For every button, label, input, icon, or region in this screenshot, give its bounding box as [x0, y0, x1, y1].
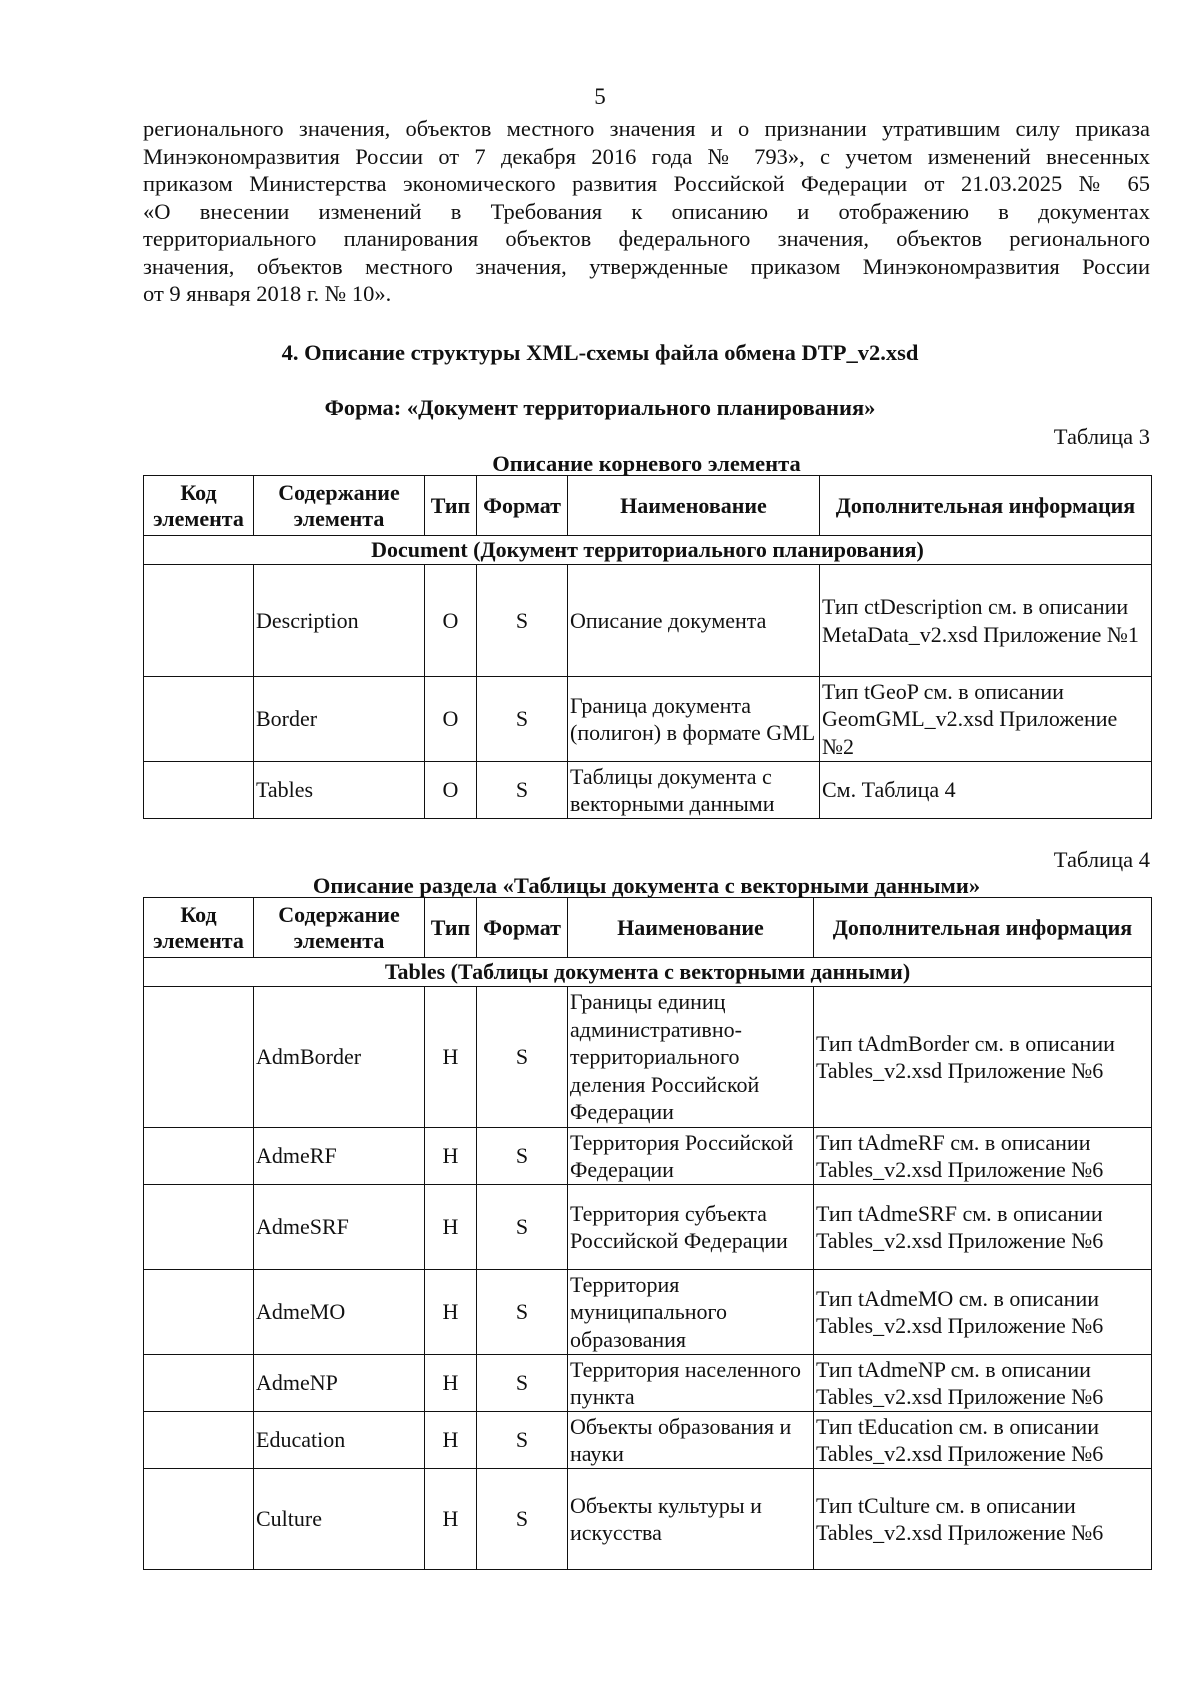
cell-info: Тип ctDescription см. в описании MetaData_v2.xsd Приложение №1 [820, 565, 1152, 677]
cell-type: Н [425, 987, 477, 1128]
cell-info: Тип tAdmBorder см. в описании Tables_v2.xsd Приложение №6 [814, 987, 1152, 1128]
cell-element: Education [254, 1412, 425, 1469]
cell-info: Тип tGeoP см. в описании GeomGML_v2.xsd Приложение №2 [820, 677, 1152, 762]
cell-code [144, 987, 254, 1128]
table-row [144, 677, 1152, 762]
cell-element: Border [254, 677, 425, 762]
cell-name: Территория субъекта Российской Федерации [568, 1185, 814, 1270]
cell-name: Описание документа [568, 565, 820, 677]
header-content: Содержание элемента [254, 898, 425, 958]
cell-format: S [477, 1128, 568, 1185]
cell-element: AdmeSRF [254, 1185, 425, 1270]
table4 [143, 897, 1152, 1570]
table4-title: Описание раздела «Таблицы документа с векторными данными» [312, 873, 981, 898]
table3-section-row [144, 536, 1152, 565]
cell-code [144, 565, 254, 677]
cell-format: S [477, 1270, 568, 1355]
cell-info: Тип tCulture см. в описании Tables_v2.xsd Приложение №6 [814, 1469, 1152, 1570]
cell-info: Тип tAdmeSRF см. в описании Tables_v2.xsd Приложение №6 [814, 1185, 1152, 1270]
cell-format: S [477, 1185, 568, 1270]
cell-info: Тип tEducation см. в описании Tables_v2.xsd Приложение №6 [814, 1412, 1152, 1469]
header-info: Дополнительная информация [820, 476, 1152, 536]
table-row [144, 1128, 1152, 1185]
header-format: Формат [477, 476, 568, 536]
intro-line: территориального планирования объектов федерального значения, объектов регионального [143, 226, 1150, 251]
header-type: Тип [425, 898, 477, 958]
cell-format: S [477, 565, 568, 677]
section-heading: 4. Описание структуры XML-схемы файла обмена DTP_v2.xsd [281, 340, 919, 365]
cell-type: Н [425, 1185, 477, 1270]
table4-header-row [144, 898, 1152, 958]
cell-code [144, 1412, 254, 1469]
table4-caption: Таблица 4 [1053, 847, 1150, 872]
table-row [144, 1469, 1152, 1570]
intro-paragraph [143, 115, 1150, 308]
cell-name: Границы единиц административно-территориального деления Российской Федерации [568, 987, 814, 1128]
header-info: Дополнительная информация [814, 898, 1152, 958]
intro-line: приказом Министерства экономического развития Российской Федерации от 21.03.2025 № 65 [143, 171, 1150, 196]
cell-type: Н [425, 1412, 477, 1469]
page-number: 5 [594, 84, 606, 109]
header-format: Формат [477, 898, 568, 958]
cell-format: S [477, 1412, 568, 1469]
header-content: Содержание элемента [254, 476, 425, 536]
cell-info: См. Таблица 4 [820, 762, 1152, 819]
cell-name: Объекты образования и науки [568, 1412, 814, 1469]
table-row [144, 1185, 1152, 1270]
section-label: Document (Документ территориального планирования) [144, 536, 1152, 565]
table3-title: Описание корневого элемента [492, 451, 801, 476]
cell-code [144, 1270, 254, 1355]
cell-type: O [425, 762, 477, 819]
cell-type: Н [425, 1128, 477, 1185]
cell-format: S [477, 987, 568, 1128]
intro-line: регионального значения, объектов местного значения и о признании утратившим силу приказа [143, 116, 1150, 141]
cell-type: O [425, 565, 477, 677]
intro-line: Минэкономразвития России от 7 декабря 2016 года № 793», с учетом изменений внесенных [143, 143, 1150, 169]
cell-code [144, 677, 254, 762]
intro-line: «О внесении изменений в Требования к описанию и отображению в документах [143, 198, 1150, 224]
header-code: Код элемента [144, 476, 254, 536]
table-row [144, 762, 1152, 819]
cell-format: S [477, 1469, 568, 1570]
intro-line: от 9 января 2018 г. № 10». [143, 281, 392, 306]
cell-element: Culture [254, 1469, 425, 1570]
cell-code [144, 1355, 254, 1412]
cell-info: Тип tAdmeMO см. в описании Tables_v2.xsd Приложение №6 [814, 1270, 1152, 1355]
cell-type: O [425, 677, 477, 762]
cell-code [144, 762, 254, 819]
table-row [144, 1412, 1152, 1469]
cell-element: AdmeMO [254, 1270, 425, 1355]
header-code: Код элемента [144, 898, 254, 958]
header-name: Наименование [568, 476, 820, 536]
cell-name: Таблицы документа с векторными данными [568, 762, 820, 819]
cell-element: AdmeNP [254, 1355, 425, 1412]
section-label: Tables (Таблицы документа с векторными данными) [144, 958, 1152, 987]
cell-code [144, 1128, 254, 1185]
cell-type: Н [425, 1469, 477, 1570]
cell-element: AdmBorder [254, 987, 425, 1128]
header-type: Тип [425, 476, 477, 536]
cell-type: Н [425, 1355, 477, 1412]
cell-name: Граница документа (полигон) в формате GML [568, 677, 820, 762]
cell-name: Территория муниципального образования [568, 1270, 814, 1355]
cell-type: Н [425, 1270, 477, 1355]
table3-header-row [144, 476, 1152, 536]
cell-element: Description [254, 565, 425, 677]
table3-caption: Таблица 3 [1053, 424, 1150, 449]
cell-name: Территория Российской Федерации [568, 1128, 814, 1185]
table3 [143, 475, 1152, 819]
cell-element: Tables [254, 762, 425, 819]
cell-name: Объекты культуры и искусства [568, 1469, 814, 1570]
cell-format: S [477, 762, 568, 819]
table-row [144, 565, 1152, 677]
cell-format: S [477, 1355, 568, 1412]
intro-line: значения, объектов местного значения, утвержденные приказом Минэкономразвития России [143, 253, 1150, 279]
cell-name: Территория населенного пункта [568, 1355, 814, 1412]
header-name: Наименование [568, 898, 814, 958]
cell-format: S [477, 677, 568, 762]
table-row [144, 987, 1152, 1128]
cell-element: AdmeRF [254, 1128, 425, 1185]
cell-info: Тип tAdmeRF см. в описании Tables_v2.xsd Приложение №6 [814, 1128, 1152, 1185]
cell-info: Тип tAdmeNP см. в описании Tables_v2.xsd Приложение №6 [814, 1355, 1152, 1412]
form-heading: Форма: «Документ территориального планирования» [324, 395, 876, 420]
table4-section-row [144, 958, 1152, 987]
table-row [144, 1270, 1152, 1355]
cell-code [144, 1185, 254, 1270]
cell-code [144, 1469, 254, 1570]
table-row [144, 1355, 1152, 1412]
